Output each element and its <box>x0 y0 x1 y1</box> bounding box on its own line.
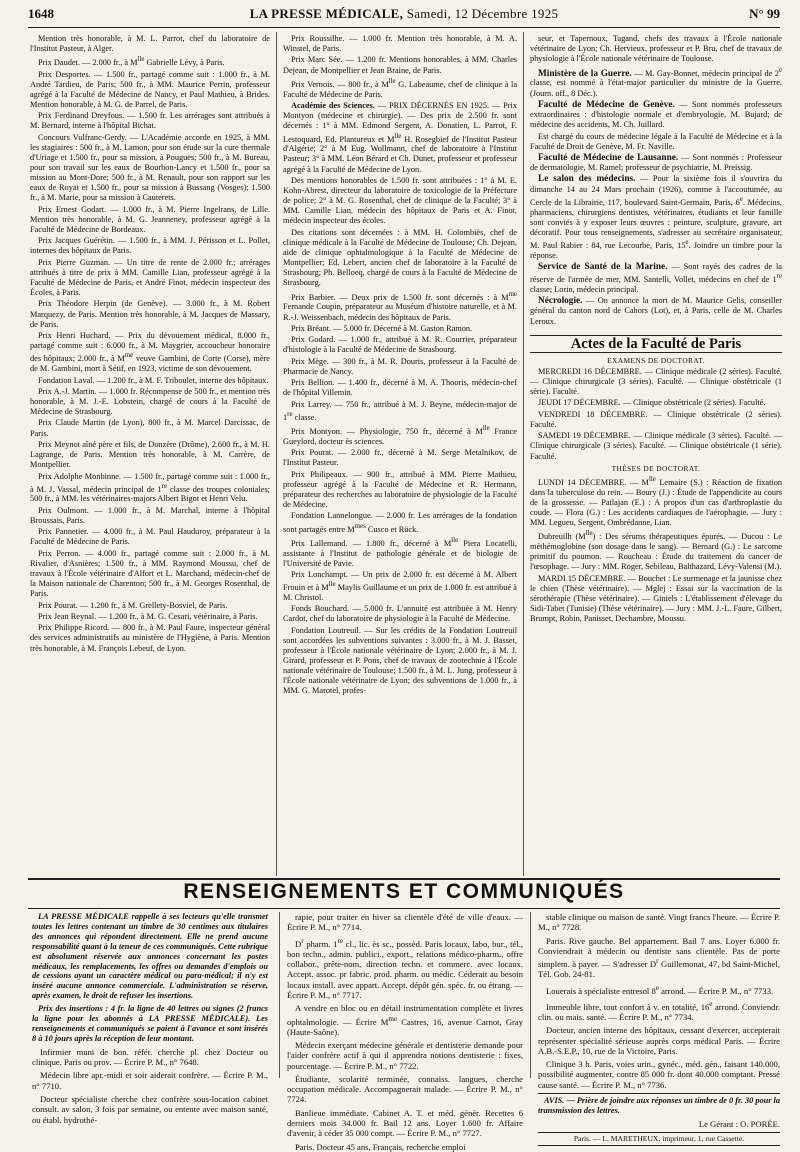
news-item: Ministère de la Guerre. — M. Gay-Bonnet, médecin principal de 2e classe, est nommé à l'état-major particulier du ministre de la Guerre. (Journ. off., 8 Déc.). <box>530 66 783 98</box>
thesis-entry: MARDI 15 DÉCEMBRE. — Bouchet : Le surmenage et la jaunisse chez le chien (Thèse vétérinaire). — Mglej : Essai sur la vaccination de la sérothérapie (Thèse vétérinaire). — Giniels : L'établissement d'élevage du Sidi-Tabet (Tunisie) (Thèse vétérinaire). — Jury : MM. J.-L. Faure, Gilbert, Brumpt, Robin, Panisset, Dechambre, Moussu. <box>530 573 782 624</box>
classified-ad: $D^r$ pharm. 1re cl., lic. ès sc., possèd. Paris locaux, labo, bur., tél., bon techn., admin. publici., export., relations médico-pharm., offre collabor., prête-nom, direction techn. et commerc. avec locaux. Accept. assoc. pr fabric. prod. pharm. ou médic. Céderait au besoin locaux install. avec appart. Accept. dépôt gén. spéc. fr. ou étrang. — Écrire P. M., n° 7717. <box>287 936 524 1000</box>
classified-ad: Infirmier muni de bon. référ. cherche pl. chez Docteur ou clinique. Paris ou prov. — Écrire P. M., n° 7648. <box>32 1046 268 1068</box>
prize-entry: Mention très honorable, à M. L. Parrot, chef du laboratoire de l'Institut Pasteur, à Alger. <box>30 34 270 54</box>
exam-entry: SAMEDI 19 DÉCEMBRE. — Clinique médicale (3 séries). Faculté. — Clinique chirurgicale (3 séries). Faculté. — Clinique obstétricale (1 série). Faculté. <box>530 431 782 461</box>
column-2 <box>283 34 517 878</box>
prize-entry: Prix Mège. — 300 fr., à M. R. Douris, professeur à la Faculté de Pharmacie de Nancy. <box>283 356 517 376</box>
prize-entry: Prix Larrey. — 750 fr., attribué à M. J. Beyne, médecin-major de 1re classe. <box>283 399 517 422</box>
news-item: Faculté de Médecine de Genève. — Sont nommés professeurs extraordinaires : d'histologie normale et d'embryologie, M. Bujard; de médecine des accidents, M. Ch. Juillard. <box>530 99 782 130</box>
journal-name: LA PRESSE MÉDICALE, <box>249 6 404 21</box>
issue-date: Samedi, 12 Décembre 1925 <box>406 6 559 21</box>
exam-heading: EXAMENS DE DOCTORAT. <box>607 355 705 365</box>
classified-ad: Paris. Rive gauche. Bel appartement. Bail 7 ans. Loyer 6.000 fr. Conviendrait à médecin ou dentiste sans clientèle. Pas de porte simplem. à payer. — S'adresser $D^r$ Guillemonat, 47, bd Saint-Michel, Tél. Gob. 24-81. <box>538 935 780 980</box>
prize-entry: Prix Montyon. — Physiologie, 750 fr., décerné à $M^{lle}$ France Gueylord, docteur ès sciences. <box>283 425 517 446</box>
exam-entry: MERCREDI 16 DÉCEMBRE. — Clinique médicale (2 séries). Faculté. — Clinique chirurgicale (3 séries). Faculté. — Clinique obstétricale (1 série). Faculté. <box>530 366 782 397</box>
prize-entry: Fondation Loutreuil. — Sur les crédits de la Fondation Loutreuil sont accordées les subventions suivantes : 3.000 fr., à M. J. Basset, professeur à l'École nationale vétérinaire de Lyon; 2.000 fr., à M. J. Girard, professeur et P. Pons, chef de travaux de zootechnie à l'École nationale vétérinaire de Toulouse; 1.500 fr., à M. L. Jung, professeur à l'École nationale vétérinaire de Lyon; des subventions de 1.000 fr., à MM. G. Marotel, profes- <box>283 625 517 696</box>
news-item: Service de Santé de la Marine. — Sont rayés des cadres de la réserve de l'armée de mer, MM. Santelli, Vollet, médecins en chef de 1re classe; Lorin, médecin principal. <box>530 262 782 294</box>
actes-title: Actes de la Faculté de Paris <box>530 335 782 353</box>
classified-ad: A vendre en bloc ou en détail instrumentation complète et livres ophtalmologie. — Écrire $M^{me}$ Castres, 16, avenue Carnot, Gray (Haute-Saône). <box>287 1003 523 1037</box>
classifieds-column-1 <box>32 912 268 1125</box>
prize-entry: Prix Adolphe Monbinne. — 1.500 fr., partagé comme suit : 1.000 fr., à M. J. Vassal, médecin principal de 1re classe des troupes coloniales; 500 fr., à MM. les vétérinaires-majors Albert Bigot et Henri Velu. <box>30 471 270 504</box>
section-title: RENSEIGNEMENTS ET COMMUNIQUÉS <box>183 880 625 903</box>
classifieds-column-2 <box>287 912 524 1152</box>
avis-note: AVIS. — Prière de joindre aux réponses un timbre de 0 fr. 30 pour la transmission des lettres. <box>538 1093 780 1116</box>
classified-ad: Banlieue immédiate. Cabinet A. T. et méd. génér. Recettes 6 derniers mois 34.000 fr. Bail 12 ans. Loyer 1.600 fr. Affaire d'avenir, à céder 35 000 compt. — Écrire P. M., n° 7727. <box>287 1107 523 1139</box>
prize-entry: Prix A.-J. Martin. — 1.000 fr. Récompense de 500 fr., et mention très honorable, à M. J.-E. Lobstein, chargé de cours à la Faculté de Médecine de Strasbourg. <box>30 386 270 417</box>
exam-list <box>530 367 782 462</box>
classifieds-column-3 <box>538 912 781 1144</box>
prize-entry: Prix Jean Reynal. — 1.200 fr., à M. G. Cesari, vétérinaire, à Paris. <box>38 612 258 621</box>
classified-ad: Immeuble libre, tout confort à v. en totalité, 16e arrond. Conviendr. clin. ou mais. santé. — Écrire P. M., n° 7734. <box>538 999 781 1022</box>
notice-paragraph: LA PRESSE MÉDICALE rappelle à ses lecteurs qu'elle transmet toutes les lettres contenant un timbre de 30 centimes aux titulaires des annonces qui répondent directement. Elle ne prend aucune responsabilité quant à la teneur de ces communiqués. Cette rubrique est absolument réservée aux annonces concernant les postes médicaux, les remplacements, les offres ou demandes d'emplois ou de cessions ayant un caractère médical ou para-médical; il n'y est inséré aucune annonce commerciale. L'administration se réserve, après examen, le droit de refuser les insertions. <box>32 912 268 1001</box>
prize-entry: Prix Lallemand. — 1.800 fr., décerné à $M^{lle}$ Piera Locatelli, assistante à l'Institut de pathologie générale et de biologie de l'Université de Pavie. <box>283 536 517 568</box>
prize-entry: Prix Pourat. — 2.000 fr., décerné à M. Serge Metalnikov, de l'Institut Pasteur. <box>283 448 517 468</box>
prize-entry: Concours Vulfranc-Gerdy. — L'Académie accorde en 1925, à MM. les stagiaires : 500 fr., à M. Lamon, pour son étude sur la cure thermale d'Uriage et 1.500 fr., pour sa mission, à Pougues; 500 fr., à M. Bureau, pour son travail sur les eaux de Bourbon-Lancy et 1.500 fr., pour sa mission au Mont-Dore; 500 fr., à M. Renault, pour son rapport sur les eaux de Royat et 1.500 fr., pour sa mission à Bussang (Vosges); 1.500 fr., à M. Marie, pour sa mission à Cauterets. <box>30 132 270 203</box>
prize-entry: Prix Desportes. — 1.500 fr., partagé comme suit : 1.000 fr., à M. André Tardieu, de Paris; 500 fr., à MM. Maurice Perrin, professeur agrégé à la Faculté de Médecine de Nancy, et Paul Mathieu, à Brides. Mention honorable, à M. G. de Parrel, de Paris. <box>30 69 270 109</box>
prize-entry: Fondation Laval. — 1.200 fr., à M. F. Triboulet, interne des hôpitaux. <box>38 375 269 385</box>
column-divider <box>530 912 531 1078</box>
prize-entry: Prix Barbier. — Deux prix de 1.500 fr. sont décernés : à $M^{me}$ Fernande Coupin, préparateur au Muséum d'histoire naturelle, et à M. R.-J. Weissenbach, médecin des hôpitaux de Paris. <box>283 290 517 322</box>
page-number: 1648 <box>28 6 54 21</box>
classified-ad: rapie, pour traiter en hiver sa clientèle d'été de ville d'eaux. — Écrire P. M., n° 7714. <box>287 912 523 933</box>
prize-entry: Prix Pierre Guzman. — Un titre de rente de 2.000 fr.; arrérages attribués à titre de prix à MM. Camille Lian, professeur agrégé à la Faculté de Médecine de Paris, et André Finot, médecin inspecteur des Écoles, à Paris. <box>30 257 270 298</box>
news-item: seur, et Tapernoux, Tagand, chefs des travaux à l'École nationale vétérinaire de Lyon; Ch. Hervieux, professeur et P. Bru, chef de travaux de physiologie à l'École nationale vétérinaire de Toulouse. <box>530 34 782 64</box>
classified-ad: Clinique 3 h. Paris, voies urin., gynéc., méd. gén., faisant 140.000, possibilité augmenter, contre 85 000 fr. dont 40.000 comptant. Pressé cause santé. — Écrire P. M., n° 7736. <box>538 1059 780 1090</box>
news-item: Nécrologie. — On annonce la mort de M. Maurice Gelis, conseiller général du canton nord de Cahors (Lot), et, à Paris, celle de M. Charles Leroux. <box>530 296 782 326</box>
gerant-line: Le Gérant : O. PORÉE. <box>698 1118 780 1129</box>
prize-entry: Prix Godard. — 1.000 fr., attribué à M. R. Courrier, préparateur d'histologie à la Faculté de Médecine de Strasbourg. <box>283 335 517 355</box>
issue-number: N° 99 <box>749 6 780 21</box>
prize-entry: Prix Claude Martin (de Lyon), 800 fr., à M. Marcel Darcissac, de Paris. <box>30 418 270 438</box>
prize-entry: Prix Philipeaux. — 900 fr., attribué à MM. Pierre Mathieu, professeur agrégé à la Faculté de Médecine et R. Hermann, préparateur des recherches au laboratoire de physiologie de la Faculté de Médecine. <box>283 469 517 510</box>
prize-entry: Des mentions honorables de 1.500 fr. sont attribuées : 1° à M. E. Kohn-Abrest, directeur du laboratoire de toxicologie de la Préfecture de police; 2° à M. G. Rosenthal, chef de clinique de la Faculté; 3° à MM. Camille Lian, médecin des hôpitaux de Paris et A. Finot, médecin inspecteur des écoles. <box>283 175 517 226</box>
prize-entry: Fondation Lannelongue. — 2.000 fr. Les arrérages de la fondation sont partagés entre $M^{mes}$ Cusco et Rück. <box>283 511 517 534</box>
prize-entry: Prix Ferdinand Dreyfous. — 1.500 fr. Les arrérages sont attribués à M. Bernard, interne à l'hôpital Bichat. <box>30 111 270 131</box>
thesis-entry: LUNDI 14 DÉCEMBRE. — $M^{lle}$ Lemaire (S.) : Réaction de fixation dans la tuberculose du rein. — Boury (J.) : Étude de l'appendicite au cours de la grossesse. — Patlajan (E.) : A propos d'un cas d'arthroplastie du coude. — Flora (G.) : Les accidents cardiaques de l'aérophagie. — Jury : MM. Legueu, Sergent, Ombrédanne, Lian. <box>530 475 782 527</box>
classified-ad: Docteur, ancien interne des hôpitaux, cessant d'exercer, accepterait représenter spécialité sérieuse auprès corps médical Paris. — Écrire A.B.-S.E.P., 10, rue de la Victoire, Paris. <box>538 1025 780 1056</box>
classifieds-list <box>538 912 780 1090</box>
prize-entry: Prix Philippe Ricord. — 800 fr., à M. Paul Faure, inspecteur général des services administratifs au ministère de l'Hygiène, à Paris. Mention très honorable, à M. François Lebeuf, de Lyon. <box>30 623 270 653</box>
column-divider <box>523 32 524 876</box>
prize-entry: Prix Pannetier. — 4.000 fr., à M. Paul Hauduroy, préparateur à la Faculté de Médecine de Paris. <box>30 527 270 547</box>
thesis-list <box>530 475 782 624</box>
classified-ad: Louerais à spécialiste entresol 8e arrond. — Écrire P. M., n° 7733. <box>546 983 774 996</box>
prize-entry: Prix Théodore Herpin (de Genève). — 3.000 fr., à M. Robert Marquezy, de Paris. Mention très honorable, à M. Jacques de Massary, de Paris. <box>30 299 270 329</box>
classified-ad: stable clinique ou maison de santé. Vingt francs l'heure. — Écrire P. M., n° 7728. <box>538 912 780 933</box>
notice-paragraph: Prix des insertions : 4 fr. la ligne de 40 lettres ou signes (2 francs la ligne pour les abonnés à LA PRESSE MÉDICALE). Les renseignements et communiqués se paient à l'avance et sont insérés 8 à 10 jours après la réception de leur montant. <box>32 1004 268 1043</box>
classified-ad: Médecin exerçant médecine générale et dentisterie demande pour l'aider confrère actif à qui il apprendra notions dentisterie : fixes, pourcentage. — Écrire P. M., n° 7722. <box>287 1039 523 1071</box>
classified-ad: Médecin libre apr.-midi et soir aiderait confrère. — Écrire P. M., n° 7710. <box>32 1070 268 1091</box>
column-1 <box>30 34 270 878</box>
column-divider <box>279 912 280 1078</box>
classified-ad: Docteur spécialiste cherche chez confrère sous-location cabinet consult. av salon, 3 fois par semaine, ou entente avec maison santé, ou établ. hydrothé- <box>32 1093 268 1125</box>
classified-ad: Paris. Docteur 45 ans, Français, recherche emploi <box>295 1141 466 1152</box>
prize-entry: Prix Bellion. — 1.400 fr., décerné à M. A. Thooris, médecin-chef de l'hôpital Villemin. <box>283 378 517 398</box>
prize-entry: Prix Daudet. — 2.000 fr., à $M^{lle}$ Gabrielle Lévy, à Paris. <box>38 56 225 68</box>
exam-entry: JEUDI 17 DÉCEMBRE. — Clinique obstétricale (2 séries). Faculté. <box>538 398 766 408</box>
prize-entry: Prix Marc Sée. — 1.200 fr. Mentions honorables, à MM. Charles Dejean, de Montpellier et Jean Braine, de Paris. <box>283 55 517 75</box>
column-3-news <box>530 34 782 327</box>
thesis-heading: THÈSES DE DOCTORAT. <box>611 463 701 473</box>
prize-entry: Des citations sont décernées : à MM. H. Colombiès, chef de clinique médicale à la Faculté de Médecine de Toulouse; Ch. Dejean, aide de clinique ophtalmologique à la Faculté de Médecine de Montpellier; Ed. Lebert, ancien chef de laboratoire à la Faculté de Strasbourg; Ph. Belloeq, chargé de cours à la Faculté de Médecine de Strasbourg. <box>283 227 517 288</box>
prize-entry: Prix Perron. — 4.000 fr., partagé comme suit : 2.000 fr., à M. Rivalier, d'Asnières; 1.500 fr., à MM. Raymond Moussu, chef de travaux à l'École vétérinaire d'Alfort et L. Marchand, médecin-chef de la Maison nationale de Charenton; 500 fr., à M. Georges Rosenthal, de Paris. <box>30 548 270 599</box>
header-rule <box>28 27 780 28</box>
news-item: Faculté de Médecine de Lausanne. — Sont nommés : Professeur de dermatologie, M. Ramel; professeur de psychiatrie, M. Preissig. <box>530 152 782 173</box>
prize-entry: Prix Roussilhe. — 1.000 fr. Mention très honorable, à M. A. Winstel, de Paris. <box>283 34 517 54</box>
column-3 <box>530 34 782 878</box>
prize-entry: Prix Oulmont. — 1.000 fr., à M. Marchal, interne à l'hôpital Broussais, Paris. <box>30 505 270 525</box>
prize-entry: Prix Henri Huchard. — Prix du dévouement médical, 8.000 fr., partagé comme suit : 6.000 fr., à M. Maygrier, accoucheur honoraire des hôpitaux; 2.000 fr., à $M^{me}$ veuve Gambini, de Corte (Corse), mère de M. Gambini, mort à Sétif, en 1923, victime de son dévouement. <box>30 331 270 374</box>
news-item: Le salon des médecins. — Pour la sixième fois il s'ouvrira du dimanche 14 au 24 Mars prochain (1926), comme à l'accoutumée, au Cercle de la Librairie, 117, boulevard Saint-Germain, Paris, 6e. Médecins, pharmaciens, chirurgiens dentistes, vétérinaires, étudiants et leur famille sont conviés à y exposer leurs œuvres : peinture, sculpture, gravure, art décoratif. Pour tous renseignements, s'adresser au secrétaire organisateur, M. Paul Rabier : 84, rue Lecourbe, Paris, 15e. Joindre un timbre pour la réponse. <box>530 174 782 260</box>
journal-title <box>28 6 780 22</box>
prize-entry: Académie des Sciences. — PRIX DÉCERNÉS EN 1925. — Prix Montyon (médecine et chirurgie). — Des prix de 2.500 fr. sont décernés : 1° à MM. Edmond Sergent, A. Donatien, L. Parrot, F. Lestoquard, Ed. Plantureux et $M^{lle}$ H. Rosegbief de l'Institut Pasteur d'Algérie; 2° à M Eug. Wollmann, chef de laboratoire à l'Institut Pasteur; 3° à MM. Léon Bérard et Ch. Dunet, professeur et professeur agrégé à la Faculté de Médecine de Lyon. <box>283 101 517 174</box>
imprimeur-line: Paris. — L. MARETHEUX, imprimeur, 1, rue Cassette. <box>538 1132 780 1146</box>
prize-entry: Prix Jacques Guérétin. — 1.500 fr., à MM. J. Périsson et L. Pollet, internes des hôpitaux de Paris. <box>30 236 270 256</box>
page-header <box>28 2 780 28</box>
prize-entry: Prix Ernest Godart. — 1.000 fr., à M. Pierre Ingelrans, de Lille. Mention très honorable, à M. G. Jeanneney, professeur agrégé à la Faculté de Médecine de Bordeaux. <box>30 204 270 234</box>
prize-entry: Prix Pourat. — 1.200 fr., à M. Grellety-Bosviel, de Paris. <box>38 600 228 610</box>
prize-entry: Prix Vernois. — 800 fr., à $M^{lle}$ G. Labeaume, chef de clinique à la Faculté de Médecine de Paris. <box>283 77 517 99</box>
prize-entry: Prix Lonchampt. — Un prix de 2.000 fr. est décerné à M. Albert Frouin et à $M^{lle}$ Maylis Guillaume et un prix de 1.000 fr. est attribué à M. Christol. <box>283 570 517 602</box>
news-item: Est chargé du cours de médecine légale à la Faculté de Médecine et à la Faculté de Droit de Genève, M. Fr. Naville. <box>530 131 782 151</box>
thesis-entry: Dubreuilh $(M^{lle})$ : Des sérums thérapeutiques épurés. — Ducou : Le méthémoglobine (son dosage dans le sang). — Bernard (G.) : Le sarcome primitif du poumon. — Roucheau : Étude du traitement du cancer de l'œsophage. — Jury : MM. Roger, Sebileau, Balthazard, Lévy-Valensi (M.). <box>530 530 782 572</box>
prize-entry: Prix Bréant. — 5.000 fr. Décerné à M. Gaston Ramon. <box>291 323 473 333</box>
prize-entry: Fonds Bouchard. — 5.000 fr. L'annuité est attribuée à M. Henry Cardot, chef du laboratoire de physiologie à la Faculté de Médecine. <box>283 604 517 624</box>
classified-ad: Étudiante, scolarité terminée, connaiss. langues, cherche occupation médicale. Accompagnerait malade. — Écrire P. M., n° 7724. <box>287 1073 523 1105</box>
column-divider <box>276 32 277 876</box>
prize-entry: Prix Meynot aîné père et fils, de Donzère (Drôme), 2.600 fr., à M. H. Lagrange, de Paris. Mention très honorable, à M. Carrère, de Montpellier. <box>30 439 270 470</box>
section-rule-bottom <box>28 908 780 909</box>
exam-entry: VENDREDI 18 DÉCEMBRE. — Clinique obstétricale (2 séries). Faculté. <box>530 409 782 429</box>
